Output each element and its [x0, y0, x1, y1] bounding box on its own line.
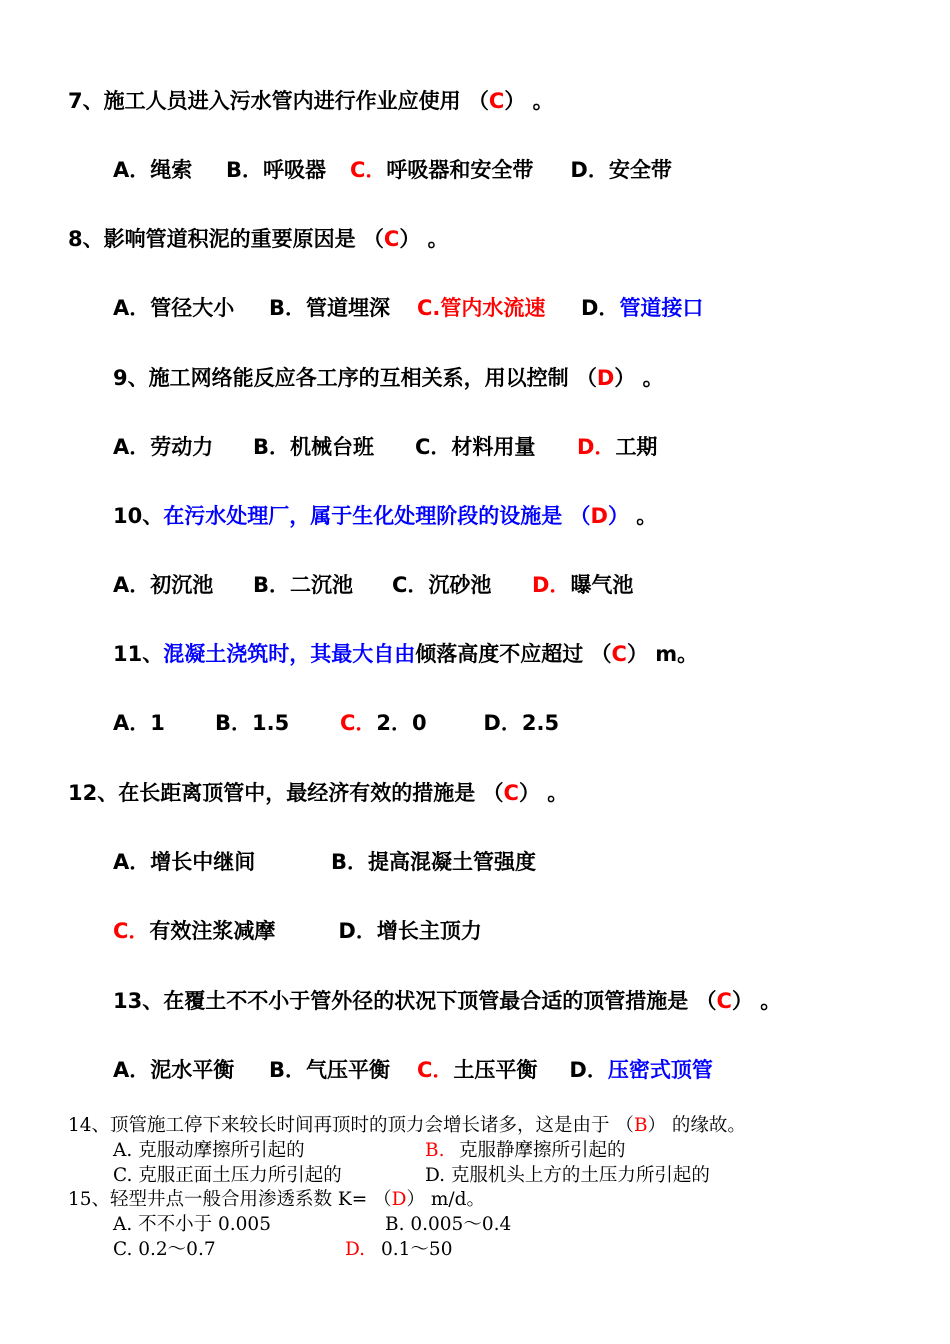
question-14-text: 14、顶管施工停下来较长时间再顶时的顶力会增长诸多，这是由于 （ — [68, 1115, 634, 1136]
question-11-answer: C — [611, 642, 627, 666]
question-10-answer: D — [590, 504, 608, 528]
option-a: A．1 — [113, 711, 165, 735]
question-14-answer: B — [633, 1115, 648, 1136]
question-11-options — [113, 709, 559, 737]
option-c-letter: C． — [113, 919, 150, 943]
option-b: B．管道埋深 — [269, 296, 391, 320]
question-12-text: 12、在长距离顶管中，最经济有效的措施是 （ — [68, 781, 504, 805]
option-a: A．绳索 — [113, 158, 193, 182]
option-d-letter: D． — [581, 296, 620, 320]
option-b: B．提高混凝土管强度 — [331, 850, 537, 874]
question-10-text: 在污水处理厂，属于生化处理阶段的设施是 （ — [163, 504, 591, 528]
option-c-letter: C． — [340, 711, 377, 735]
option-d-letter: D． — [532, 573, 571, 597]
question-8-answer: C — [383, 227, 400, 251]
question-8-end: ） 。 — [399, 227, 449, 251]
question-8 — [68, 225, 449, 253]
question-15-text: 15、轻型井点一般合用渗透系数 K= （ — [68, 1189, 392, 1210]
question-7-answer: C — [488, 89, 505, 113]
option-c: C.管内水流速 — [417, 296, 546, 320]
question-10-options — [113, 571, 633, 599]
question-7 — [68, 87, 554, 115]
question-9-end: ） 。 — [614, 366, 664, 390]
question-8-options — [113, 294, 703, 322]
question-11-number: 11、 — [113, 642, 164, 666]
option-d-letter: D． — [577, 435, 616, 459]
option-d: D．2.5 — [483, 711, 560, 735]
question-10-number: 10、 — [113, 504, 164, 528]
question-9-options — [113, 433, 657, 461]
question-11-end: ） m。 — [626, 642, 699, 666]
question-10-end: 。 — [628, 504, 658, 528]
option-b: B．机械台班 — [253, 435, 375, 459]
option-c: 呼吸器和安全带 — [386, 158, 534, 182]
question-13-text: 13、在覆土不不小于管外径的状况下顶管最合适的顶管措施是 （ — [113, 989, 717, 1013]
question-7-end: ） 。 — [504, 89, 554, 113]
option-a: A．管径大小 — [113, 296, 235, 320]
question-11-highlight: 混凝土浇筑时，其最大自由 — [163, 642, 416, 666]
option-d: 压密式顶管 — [607, 1058, 713, 1082]
option-d: 曝气池 — [570, 573, 634, 597]
question-12-answer: C — [503, 781, 519, 805]
option-d-letter: D. — [345, 1239, 366, 1260]
question-13-options — [113, 1056, 713, 1084]
option-c: C．沉砂池 — [392, 573, 492, 597]
option-c: C. 克服正面土压力所引起的 — [113, 1165, 342, 1186]
question-8-text: 8、影响管道积泥的重要原因是 （ — [68, 227, 384, 251]
option-b: B．呼吸器 — [226, 158, 327, 182]
question-14-options-row2 — [113, 1164, 710, 1188]
question-9 — [113, 364, 664, 392]
option-d: D. 克服机头上方的土压力所引起的 — [425, 1165, 710, 1186]
option-d: 管道接口 — [619, 296, 704, 320]
option-c-letter: C． — [350, 158, 387, 182]
question-15-end: ） m/d。 — [406, 1189, 485, 1210]
question-7-text: 7、施工人员进入污水管内进行作业应使用 （ — [68, 89, 489, 113]
question-14-options-row1 — [113, 1139, 626, 1163]
option-c: 2．0 — [376, 711, 427, 735]
option-a: A．劳动力 — [113, 435, 214, 459]
option-a: A. 克服动摩擦所引起的 — [113, 1140, 305, 1161]
question-7-options — [113, 156, 672, 184]
question-13 — [113, 987, 781, 1015]
option-a: A．增长中继间 — [113, 850, 256, 874]
question-14 — [68, 1114, 746, 1138]
question-12 — [68, 779, 568, 807]
option-c: C．材料用量 — [415, 435, 536, 459]
question-11 — [113, 640, 698, 668]
question-10-close: ） — [607, 504, 629, 528]
option-c-letter: C． — [417, 1058, 454, 1082]
question-9-text: 9、施工网络能反应各工序的互相关系，用以控制 （ — [113, 366, 597, 390]
question-10 — [113, 502, 657, 530]
option-d-letter: D． — [569, 1058, 608, 1082]
option-b: 克服静摩擦所引起的 — [459, 1140, 626, 1161]
question-9-answer: D — [596, 366, 615, 390]
option-d: 工期 — [615, 435, 658, 459]
question-15-answer: D — [391, 1189, 407, 1210]
option-b: B．气压平衡 — [269, 1058, 391, 1082]
option-d: 0.1～50 — [381, 1239, 453, 1260]
option-a: A．初沉池 — [113, 573, 214, 597]
question-13-end: ） 。 — [731, 989, 782, 1013]
question-14-end: ） 的缘故。 — [647, 1115, 746, 1136]
option-b: B．1.5 — [215, 711, 290, 735]
option-c: C. 0.2～0.7 — [113, 1239, 216, 1260]
option-d: D．增长主顶力 — [338, 919, 482, 943]
option-a: A．泥水平衡 — [113, 1058, 235, 1082]
option-c: 有效注浆减摩 — [149, 919, 276, 943]
question-15-options-row2 — [113, 1238, 452, 1262]
question-12-options-row1 — [113, 848, 536, 876]
option-b: B．二沉池 — [253, 573, 354, 597]
question-13-answer: C — [716, 989, 732, 1013]
question-12-options-row2 — [113, 917, 482, 945]
option-b: B. 0.005～0.4 — [385, 1214, 512, 1235]
option-a: A. 不不小于 0.005 — [113, 1214, 271, 1235]
question-12-end: ） 。 — [518, 781, 569, 805]
option-d: D．安全带 — [570, 158, 672, 182]
option-b-letter: B. — [425, 1140, 445, 1161]
option-c: 土压平衡 — [453, 1058, 538, 1082]
question-11-text: 倾落高度不应超过 （ — [415, 642, 612, 666]
question-15 — [68, 1188, 485, 1212]
question-15-options-row1 — [113, 1213, 511, 1237]
